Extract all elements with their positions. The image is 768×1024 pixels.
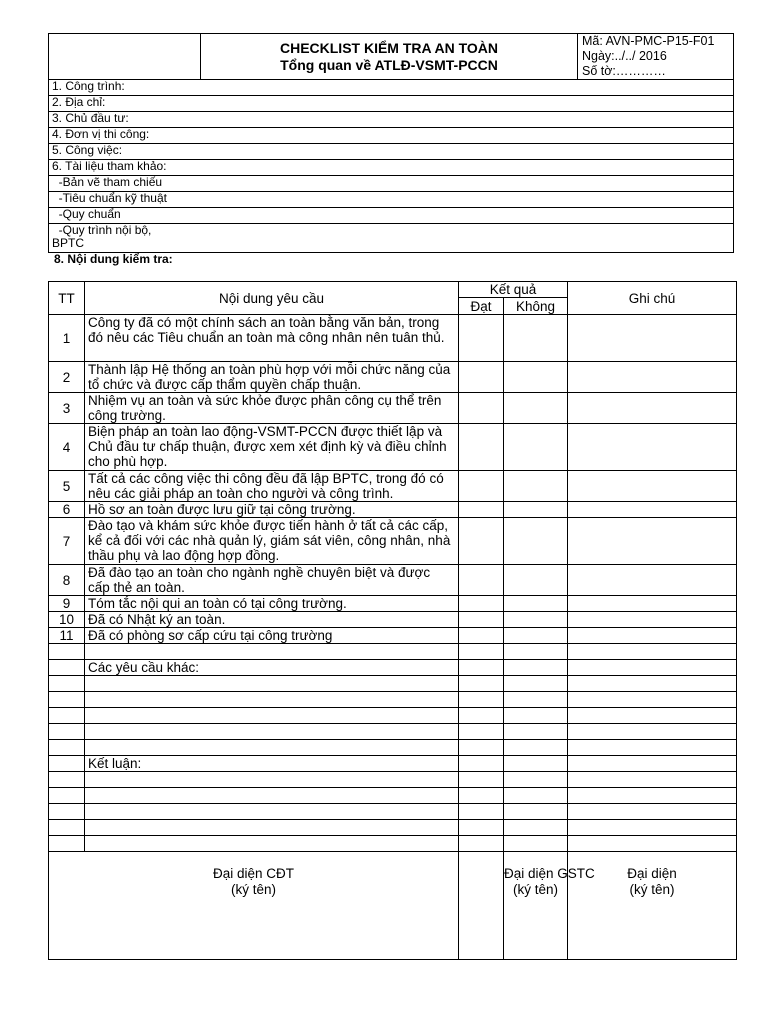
item-number: 5 (49, 471, 85, 502)
note-cell[interactable] (568, 628, 737, 644)
blank-row (49, 740, 737, 756)
col-note-header: Ghi chú (568, 282, 737, 315)
fail-cell[interactable] (504, 518, 568, 565)
info-address[interactable]: 2. Địa chỉ: (49, 96, 734, 112)
table-row (49, 471, 737, 502)
note-cell[interactable] (568, 596, 737, 612)
pass-cell[interactable] (459, 362, 504, 393)
signature-gstc-sign: (ký tên) (513, 882, 559, 897)
table-row (49, 612, 737, 628)
note-cell[interactable] (568, 471, 737, 502)
item-number: 3 (49, 393, 85, 424)
item-text: Công ty đã có một chính sách an toàn bằng văn bản, trong đó nêu các Tiêu chuẩn an toàn mà công nhân nên tuân thủ. (85, 315, 459, 362)
other-requirements-row (49, 660, 737, 676)
item-text: Nhiệm vụ an toàn và sức khỏe được phân công cụ thể trên công trường. (85, 393, 459, 424)
note-cell[interactable] (568, 424, 737, 471)
pass-cell[interactable] (459, 565, 504, 596)
pass-cell[interactable] (459, 612, 504, 628)
pass-cell[interactable] (459, 518, 504, 565)
table-row (49, 424, 737, 471)
blank-row (49, 708, 737, 724)
table-row (49, 565, 737, 596)
conclusion-row (49, 756, 737, 772)
fail-cell[interactable] (504, 362, 568, 393)
fail-cell[interactable] (504, 424, 568, 471)
item-text: Đã có Nhật ký an toàn. (85, 612, 459, 628)
item-number: 11 (49, 628, 85, 644)
table-row (49, 502, 737, 518)
col-tt-header: TT (49, 282, 85, 315)
form-subtitle: Tổng quan về ATLĐ-VSMT-PCCN (280, 56, 498, 73)
item-number: 10 (49, 612, 85, 628)
signature-owner-title: Đại diện CĐT (212, 866, 295, 881)
blank-row (49, 836, 737, 852)
fail-cell[interactable] (504, 471, 568, 502)
note-cell[interactable] (568, 393, 737, 424)
pass-cell[interactable] (459, 471, 504, 502)
form-code: Mã: AVN-PMC-P15-F01 (582, 34, 715, 48)
item-text: Biện pháp an toàn lao động-VSMT-PCCN được thiết lập và Chủ đầu tư chấp thuận, được xem xét định kỳ và điều chỉnh cho phù hợp. (85, 424, 459, 471)
blank-row (49, 644, 737, 660)
col-pass-header: Đạt (459, 298, 504, 315)
pass-cell[interactable] (459, 628, 504, 644)
blank-row (49, 692, 737, 708)
item-number: 8 (49, 565, 85, 596)
signature-gstc[interactable] (504, 852, 595, 960)
item-text: Hồ sơ an toàn được lưu giữ tại công trường. (85, 502, 459, 518)
pass-cell[interactable] (459, 315, 504, 362)
note-cell[interactable] (568, 518, 737, 565)
fail-cell[interactable] (504, 502, 568, 518)
item-number: 4 (49, 424, 85, 471)
conclusion-label: Kết luận: (85, 756, 459, 772)
fail-cell[interactable] (504, 628, 568, 644)
info-contractor[interactable]: 4. Đơn vị thi công: (49, 128, 734, 144)
code-cell (578, 34, 734, 80)
signature-row (49, 852, 737, 960)
table-row (49, 393, 737, 424)
fail-cell[interactable] (504, 315, 568, 362)
info-work[interactable]: 5. Công việc: (49, 144, 734, 160)
blank-row (49, 820, 737, 836)
blank-row (49, 804, 737, 820)
info-ref-regulations: -Quy chuẩn (49, 208, 734, 224)
blank-row (49, 724, 737, 740)
pass-cell[interactable] (459, 502, 504, 518)
item-text: Đã có phòng sơ cấp cứu tại công trường (85, 628, 459, 644)
signature-owner[interactable] (49, 852, 459, 960)
info-ref-drawings: -Bản vẽ tham chiếu (49, 176, 734, 192)
info-ref-procedures: -Quy trình nội bộ, BPTC (49, 224, 734, 253)
pass-cell[interactable] (459, 424, 504, 471)
item-text: Đã đào tạo an toàn cho ngành nghề chuyên biệt và được cấp thẻ an toàn. (85, 565, 459, 596)
pass-cell[interactable] (459, 393, 504, 424)
header-table (48, 33, 734, 253)
item-number: 6 (49, 502, 85, 518)
item-number: 2 (49, 362, 85, 393)
blank-row (49, 788, 737, 804)
signature-gstc-title: Đại diện GSTC (504, 866, 595, 881)
blank-row (49, 772, 737, 788)
note-cell[interactable] (568, 362, 737, 393)
checklist-table (48, 281, 737, 960)
note-cell[interactable] (568, 315, 737, 362)
fail-cell[interactable] (504, 393, 568, 424)
col-content-header: Nội dung yêu cầu (85, 282, 459, 315)
signature-rep-title: Đại diện (627, 866, 677, 881)
item-number: 1 (49, 315, 85, 362)
table-row (49, 518, 737, 565)
title-cell (201, 34, 578, 80)
form-title: CHECKLIST KIỂM TRA AN TOÀN (279, 39, 499, 56)
signature-rep-sign: (ký tên) (629, 882, 675, 897)
item-text: Tóm tắc nội qui an toàn có tại công trường. (85, 596, 459, 612)
info-investor[interactable]: 3. Chủ đầu tư: (49, 112, 734, 128)
info-ref-standards: -Tiêu chuẩn kỹ thuật (49, 192, 734, 208)
col-fail-header: Không (504, 298, 568, 315)
section-heading: 8. Nội dung kiểm tra: (54, 252, 173, 266)
fail-cell[interactable] (504, 612, 568, 628)
signature-owner-sign: (ký tên) (230, 882, 276, 897)
logo-cell (49, 34, 201, 80)
fail-cell[interactable] (504, 565, 568, 596)
pass-cell[interactable] (459, 596, 504, 612)
signature-spacer (459, 852, 504, 960)
note-cell[interactable] (568, 565, 737, 596)
col-result-header: Kết quả (459, 282, 568, 298)
item-number: 7 (49, 518, 85, 565)
info-references: 6. Tài liệu tham khảo: (49, 160, 734, 176)
form-sheet: Số tờ:………… (582, 64, 666, 78)
item-text: Tất cả các công việc thi công đều đã lập BPTC, trong đó có nêu các giải pháp an toàn cho người và công trình. (85, 471, 459, 502)
other-requirements-label: Các yêu cầu khác: (85, 660, 459, 676)
note-cell[interactable] (568, 612, 737, 628)
table-row (49, 315, 737, 362)
table-row (49, 628, 737, 644)
note-cell[interactable] (568, 502, 737, 518)
fail-cell[interactable] (504, 596, 568, 612)
info-project[interactable]: 1. Công trình: (49, 80, 734, 96)
form-date: Ngày:../../ 2016 (582, 49, 667, 63)
item-text: Đào tạo và khám sức khỏe được tiến hành ở tất cả các cấp, kể cả đối với các nhà quản lý, giám sát viên, công nhân, nhà thầu phụ và lao động hợp đồng. (85, 518, 459, 565)
item-text: Thành lập Hệ thống an toàn phù hợp với mỗi chức năng của tổ chức và được cấp thẩm quyền chấp thuận. (85, 362, 459, 393)
item-number: 9 (49, 596, 85, 612)
table-row (49, 596, 737, 612)
blank-row (49, 676, 737, 692)
table-row (49, 362, 737, 393)
